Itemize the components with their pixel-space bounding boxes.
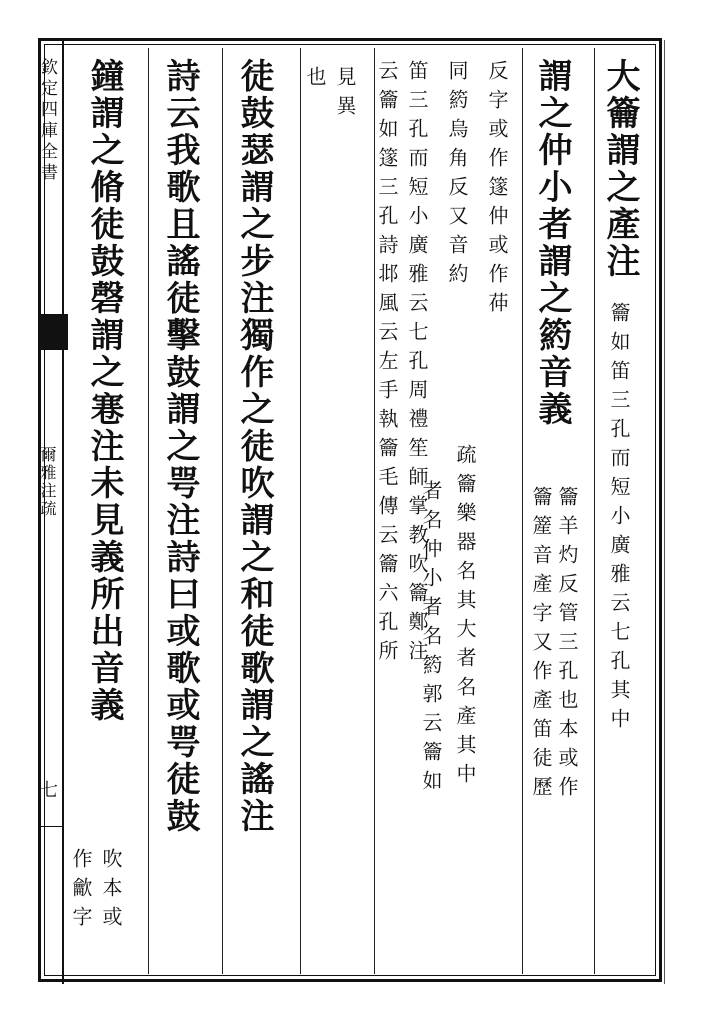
column-rule	[148, 48, 149, 974]
column-rule	[522, 48, 523, 974]
page-number: 七	[37, 780, 58, 802]
page-number-rule	[40, 826, 62, 827]
page-edge	[664, 40, 675, 984]
annotation-left: 作龡字	[69, 848, 93, 935]
main-text-column: 謂之仲小者謂之箹音義	[532, 58, 572, 428]
main-text-column: 徒鼓瑟謂之步注獨作之徒吹謂之和徒歌謂之謠注	[234, 58, 274, 835]
annotation-left: 者名仲小者名箹郭云籥如	[419, 480, 443, 799]
column-rule	[594, 48, 595, 974]
annotation-right: 笛三孔而短小廣雅云七孔周禮笙師掌教吹籥鄭注	[405, 60, 429, 669]
column-rule	[300, 48, 301, 974]
annotation-left: 籥簅音產字又作產笛徒歷	[529, 486, 553, 805]
annotation-right: 吹本或	[99, 848, 123, 935]
fishtail-mark	[38, 314, 68, 350]
main-text-column: 鐘謂之脩徒鼓磬謂之寋注未見義所出音義	[84, 58, 124, 724]
book-title: 爾雅注疏	[38, 446, 57, 518]
collection-title: 欽定四庫全書	[37, 58, 57, 184]
annotation-right: 籥羊灼反管三孔也本或作	[555, 486, 579, 805]
annotation-right: 見異	[333, 66, 357, 124]
main-text-column: 詩云我歌且謠徒擊鼓謂之咢注詩曰或歌或咢徒鼓	[160, 58, 200, 835]
annotation-column: 籥如笛三孔而短小廣雅云七孔其中	[607, 302, 631, 737]
annotation-left: 也	[303, 66, 327, 95]
annotation-right: 反字或作篴仲或作茽	[485, 60, 509, 321]
main-text-column: 大籥謂之產注	[600, 58, 640, 280]
margin-rule	[62, 40, 64, 984]
annotation-left: 疏籥樂器名其大者名產其中	[453, 444, 477, 792]
annotation-right: 同箹烏角反又音約	[445, 60, 469, 292]
column-rule	[222, 48, 223, 974]
annotation-left: 云籥如篴三孔詩邶風云左手執籥毛傳云籥六孔所	[375, 60, 399, 669]
